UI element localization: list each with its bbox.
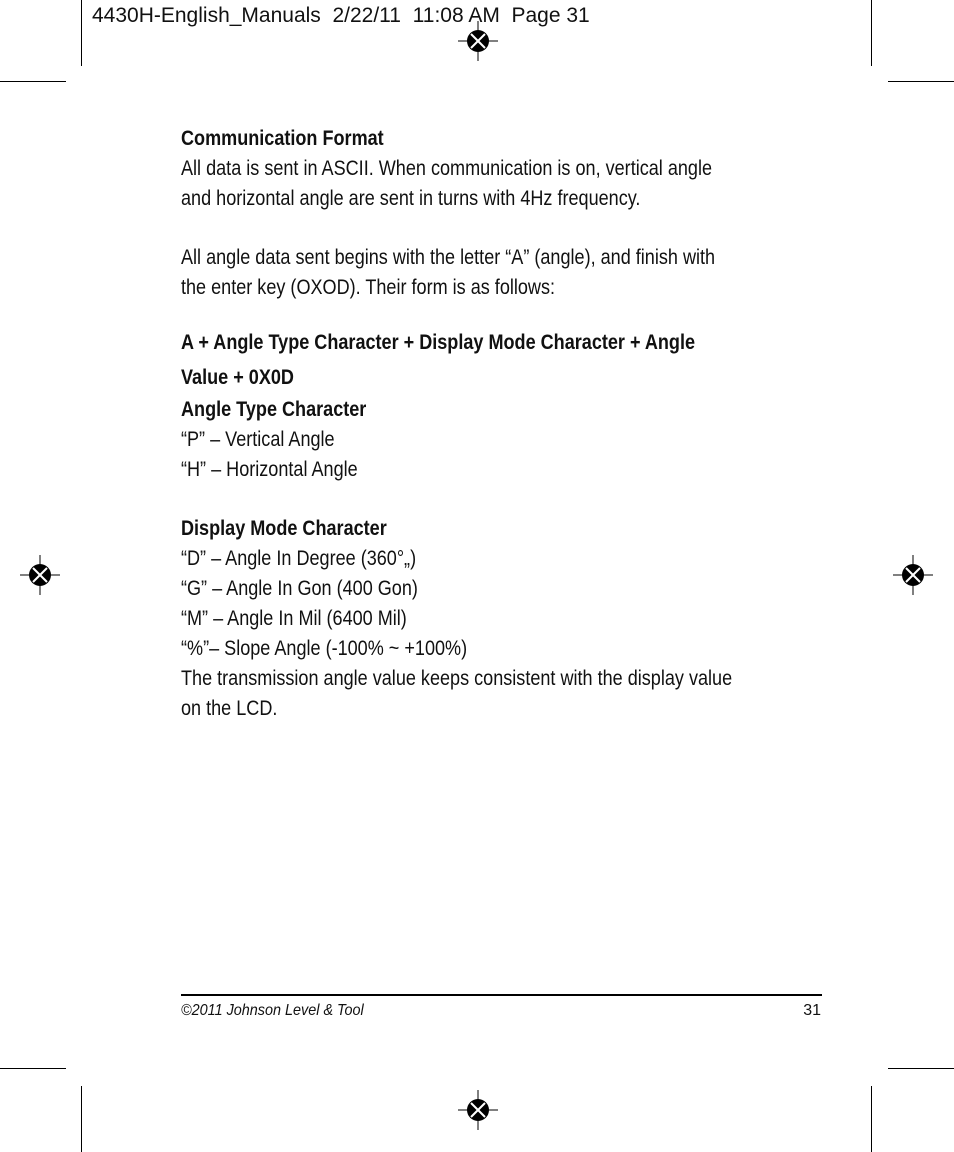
footer-copyright: ©2011 Johnson Level & Tool [181, 1002, 364, 1019]
angle-type-heading: Angle Type Character [181, 398, 367, 421]
list-item: “D” – Angle In Degree (360°„) [181, 547, 417, 570]
formula-line: A + Angle Type Character + Display Mode Character + Angle [181, 331, 696, 354]
paragraph-line: and horizontal angle are sent in turns with 4Hz frequency. [181, 187, 641, 210]
formula-line: Value + 0X0D [181, 366, 294, 389]
display-mode-heading: Display Mode Character [181, 517, 387, 540]
registration-mark-icon [458, 21, 498, 61]
section-heading: Communication Format [181, 127, 384, 150]
paragraph-line: All angle data sent begins with the letter “A” (angle), and finish with [181, 246, 716, 269]
list-item: “H” – Horizontal Angle [181, 458, 358, 481]
footer-rule [181, 994, 822, 996]
crop-mark-bl-horizontal [0, 1068, 66, 1069]
registration-mark-icon [893, 555, 933, 595]
crop-mark-tr-horizontal [888, 81, 954, 82]
list-item: “G” – Angle In Gon (400 Gon) [181, 577, 418, 600]
list-item: “M” – Angle In Mil (6400 Mil) [181, 607, 407, 630]
paragraph-line: The transmission angle value keeps consistent with the display value [181, 667, 733, 690]
crop-mark-br-horizontal [888, 1068, 954, 1069]
list-item: “%”– Slope Angle (-100% ~ +100%) [181, 637, 468, 660]
crop-mark-bl-vertical [81, 1086, 82, 1152]
registration-mark-icon [20, 555, 60, 595]
page-content [181, 124, 740, 724]
list-item: “P” – Vertical Angle [181, 428, 335, 451]
registration-mark-icon [458, 1090, 498, 1130]
crop-mark-br-vertical [871, 1086, 872, 1152]
page-number: 31 [803, 1002, 821, 1019]
crop-mark-tl-vertical [81, 0, 82, 66]
paragraph-line: All data is sent in ASCII. When communication is on, vertical angle [181, 157, 713, 180]
paragraph-line: on the LCD. [181, 697, 278, 720]
format-formula [181, 325, 835, 395]
slug-line: 4430H-English_Manuals 2/22/11 11:08 AM Page 31 [92, 4, 590, 27]
crop-mark-tr-vertical [871, 0, 872, 66]
paragraph-line: the enter key (OXOD). Their form is as follows: [181, 276, 556, 299]
crop-mark-tl-horizontal [0, 81, 66, 82]
